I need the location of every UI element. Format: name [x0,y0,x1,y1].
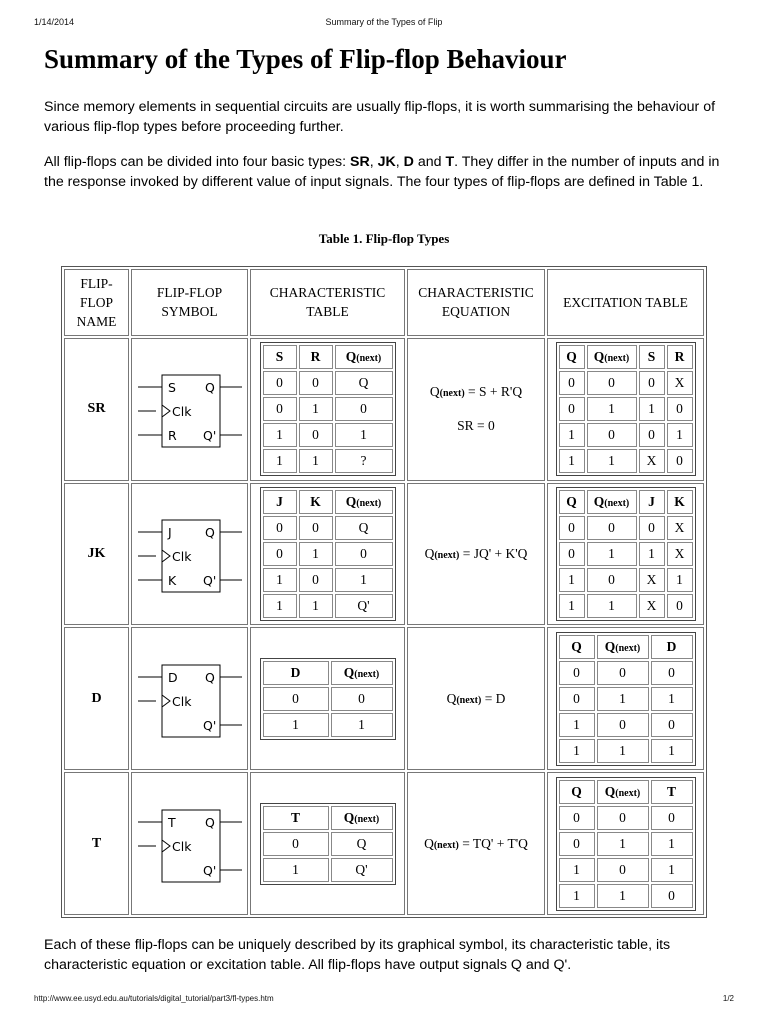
char-cell: 1 [335,423,393,447]
eq-q: Q [446,690,457,706]
exc-hdr-qnext [597,635,649,659]
exc-cell: X [639,568,665,592]
exc-cell: 1 [559,449,585,473]
exc-cell: 0 [597,806,649,830]
char-cell: 1 [263,423,297,447]
equation-jk [408,546,544,562]
char-table-jk-cell [250,483,405,626]
exc-cell: 1 [559,568,585,592]
char-cell: Q' [335,594,393,618]
next-subscript: (next) [456,694,482,706]
exc-hdr: J [639,490,665,514]
exc-cell: 1 [559,739,595,763]
char-cell: 0 [263,832,329,856]
exc-hdr-qnext [597,780,649,804]
next-subscript: (next) [615,642,641,654]
equation-sr-constraint: SR = 0 [457,418,495,434]
exc-cell: 1 [639,397,665,421]
exc-cell: X [667,371,693,395]
next-subscript: (next) [433,839,459,851]
exc-cell: 0 [587,371,637,395]
char-hdr: K [299,490,333,514]
next-subscript: (next) [604,498,630,509]
clk-triangle-icon [162,550,170,562]
sym-input-1: D [167,669,178,685]
exc-cell: 1 [587,449,637,473]
char-cell: 0 [263,542,297,566]
exc-cell: 1 [651,739,693,763]
exc-cell: X [639,594,665,618]
char-hdr: T [263,806,329,830]
next-subscript: (next) [604,353,630,365]
eq-rhs: = JQ' + K'Q [459,546,528,561]
exc-cell: 0 [587,516,637,540]
char-cell: 0 [263,516,297,540]
next-subscript: (next) [354,668,380,680]
exc-cell: 1 [597,687,649,711]
row-d [64,627,704,770]
q-label: Q [593,349,605,365]
char-hdr: D [263,661,329,685]
exc-cell: 0 [597,858,649,882]
char-cell: 1 [299,449,333,473]
exc-cell: 1 [651,687,693,711]
exc-hdr: D [651,635,693,659]
next-subscript: (next) [356,498,382,509]
next-subscript: (next) [356,353,382,365]
exc-cell: 0 [559,542,585,566]
char-table-d-cell [250,627,405,770]
char-table-d [260,658,396,740]
char-cell: 1 [263,449,297,473]
sym-input-1: T [167,814,176,830]
exc-cell: 0 [667,449,693,473]
excitation-d-cell [547,627,704,770]
exc-cell: 1 [651,858,693,882]
exc-cell: 0 [587,423,637,447]
char-table-jk [260,487,396,621]
exc-cell: X [667,516,693,540]
type-jk: JK [377,154,396,170]
jk-flip-flop-symbol [136,508,244,600]
char-cell: Q [331,832,393,856]
types-comma-1: , [369,154,378,170]
exc-cell: X [639,449,665,473]
excitation-table-d [556,632,696,766]
name-jk: JK [64,483,129,626]
types-comma-2: , [395,154,404,170]
exc-cell: 0 [651,806,693,830]
type-d: D [403,154,414,170]
d-flip-flop-symbol [136,653,244,745]
char-cell: 0 [263,397,297,421]
sym-input-1: J [167,525,172,540]
char-table-sr-cell [250,338,405,481]
q-label: Q [604,638,616,654]
exc-cell: 0 [667,397,693,421]
header-symbol: FLIP-FLOP SYMBOL [131,269,248,336]
sym-input-2: R [167,428,177,444]
char-hdr-qnext [335,345,393,369]
excitation-table-jk [556,487,696,621]
exc-cell: 0 [587,568,637,592]
row-jk [64,483,704,626]
footer-url: http://www.ee.usyd.edu.au/tutorials/digital_tutorial/part3/fl-types.htm [34,994,274,1003]
intro-paragraph: Since memory elements in sequential circuits are usually flip-flops, it is worth summarising the behaviour of various flip-flop types before proceeding further. [44,99,716,135]
name-d: D [64,627,129,770]
sr-flip-flop-symbol [136,363,244,455]
sym-clk: Clk [171,693,191,709]
exc-cell: 1 [587,542,637,566]
excitation-jk-cell [547,483,704,626]
types-text-pre: All flip-flops can be divided into four basic types: [44,154,350,170]
char-table-t [260,803,396,885]
exc-cell: 0 [559,832,595,856]
next-subscript: (next) [434,550,460,561]
exc-cell: 0 [667,594,693,618]
eq-q: Q [429,384,440,400]
char-hdr: J [263,490,297,514]
char-hdr-qnext [335,490,393,514]
next-subscript: (next) [439,388,465,400]
char-cell: 1 [263,858,329,882]
equation-sr [408,384,544,400]
char-table-t-cell [250,772,405,915]
char-cell: 0 [331,687,393,711]
sym-clk: Clk [171,404,191,420]
char-hdr: S [263,345,297,369]
q-label: Q [343,664,355,680]
equation-d [408,691,544,707]
exc-cell: 0 [559,806,595,830]
char-hdr: R [299,345,333,369]
header-characteristic-equation: CHARACTERISTIC EQUATION [407,269,545,336]
q-label: Q [343,809,355,825]
exc-cell: 0 [559,661,595,685]
symbol-sr-cell [131,338,248,481]
exc-cell: 1 [651,832,693,856]
exc-hdr: Q [559,345,585,369]
exc-cell: 0 [651,713,693,737]
type-sr: SR [349,154,370,170]
row-t [64,772,704,915]
char-cell: Q' [331,858,393,882]
q-label: Q [345,494,357,509]
eq-rhs: = S + R'Q [464,384,523,400]
char-hdr-qnext [331,806,393,830]
char-cell: 0 [299,568,333,592]
exc-cell: 1 [597,884,649,908]
exc-cell: 1 [559,423,585,447]
excitation-table-sr [556,342,696,476]
exc-cell: 1 [667,568,693,592]
exc-cell: 0 [559,371,585,395]
char-cell: 1 [263,594,297,618]
exc-cell: 1 [667,423,693,447]
outro-paragraph: Each of these flip-flops can be uniquely described by its graphical symbol, its characteristic table, its characteristic equation or excitation table. All flip-flops have output signals Q and Q'. [44,937,671,973]
clk-triangle-icon [162,405,170,417]
name-t: T [64,772,129,915]
exc-cell: 1 [597,832,649,856]
header-name: FLIP-FLOP NAME [64,269,129,336]
exc-cell: 0 [639,371,665,395]
char-cell: 0 [263,687,329,711]
exc-hdr: S [639,345,665,369]
t-flip-flop-symbol [136,798,244,890]
footer-page-number: 1/2 [722,994,734,1003]
page-title: Summary of the Types of Flip-flop Behaviour [44,44,567,74]
exc-cell: 0 [559,687,595,711]
sym-clk: Clk [171,838,191,854]
exc-cell: 1 [587,594,637,618]
print-date: 1/14/2014 [34,17,75,27]
char-cell: 0 [335,542,393,566]
sym-output-q: Q [204,525,215,540]
q-label: Q [604,783,616,799]
eq-rhs: = TQ' + T'Q [458,835,528,851]
exc-cell: 0 [597,661,649,685]
equation-sr-cell [407,338,545,481]
exc-hdr-qnext [587,490,637,514]
char-cell: 1 [331,713,393,737]
exc-cell: 0 [559,516,585,540]
q-label: Q [345,349,357,365]
eq-q: Q [424,835,434,851]
exc-cell: 0 [559,397,585,421]
sym-clk: Clk [171,549,191,564]
char-cell: 1 [263,713,329,737]
excitation-sr-cell [547,338,704,481]
header-characteristic-table: CHARACTERISTIC TABLE [250,269,405,336]
next-subscript: (next) [354,813,380,825]
char-cell: 1 [263,568,297,592]
char-hdr-qnext [331,661,393,685]
char-table-sr [260,342,396,476]
excitation-table-t [556,777,696,911]
sym-output-qbar: Q' [202,573,216,588]
exc-cell: 1 [597,739,649,763]
equation-t [408,836,544,852]
char-cell: ? [335,449,393,473]
sym-output-q: Q [204,814,215,830]
type-t: T [445,154,455,170]
print-title: Summary of the Types of Flip [325,17,443,27]
symbol-t-cell [131,772,248,915]
flip-flop-types-table [61,266,707,918]
exc-cell: 0 [597,713,649,737]
char-cell: 0 [299,516,333,540]
excitation-t-cell [547,772,704,915]
exc-cell: 1 [559,858,595,882]
symbol-jk-cell [131,483,248,626]
char-cell: 0 [299,371,333,395]
char-cell: Q [335,516,393,540]
char-cell: 0 [263,371,297,395]
char-cell: 0 [335,397,393,421]
exc-hdr: Q [559,635,595,659]
char-cell: 1 [299,594,333,618]
q-label: Q [593,494,605,509]
exc-cell: 0 [639,516,665,540]
sym-output-qbar: Q' [202,862,216,878]
name-sr: SR [64,338,129,481]
exc-hdr-qnext [587,345,637,369]
sym-output-qbar: Q' [202,717,216,733]
char-cell: 1 [335,568,393,592]
exc-hdr: K [667,490,693,514]
types-and: and [413,154,446,170]
exc-cell: 1 [639,542,665,566]
clk-triangle-icon [162,695,170,707]
next-subscript: (next) [615,787,641,799]
eq-q: Q [424,546,435,561]
exc-hdr: Q [559,490,585,514]
exc-cell: 0 [651,661,693,685]
sym-output-q: Q [204,380,215,396]
row-sr [64,338,704,481]
exc-cell: 0 [651,884,693,908]
exc-cell: 1 [559,713,595,737]
exc-hdr: Q [559,780,595,804]
exc-hdr: T [651,780,693,804]
symbol-d-cell [131,627,248,770]
equation-d-cell [407,627,545,770]
sym-output-qbar: Q' [202,428,216,444]
exc-cell: X [667,542,693,566]
eq-rhs: = D [481,690,506,706]
char-cell: Q [335,371,393,395]
types-paragraph [44,152,734,192]
exc-cell: 1 [559,594,585,618]
sym-output-q: Q [204,669,215,685]
exc-cell: 1 [559,884,595,908]
equation-jk-cell [407,483,545,626]
equation-t-cell [407,772,545,915]
table-caption: Table 1. Flip-flop Types [318,231,450,246]
clk-triangle-icon [162,840,170,852]
exc-cell: 0 [639,423,665,447]
types-text-post: . They differ in the number of inputs and in the response invoked by different value of input signals. The four types of flip-flops are defined in Table 1. [44,154,720,190]
header-excitation-table: EXCITATION TABLE [547,269,704,336]
exc-cell: 1 [587,397,637,421]
exc-hdr: R [667,345,693,369]
char-cell: 1 [299,542,333,566]
char-cell: 0 [299,423,333,447]
char-cell: 1 [299,397,333,421]
sym-input-1: S [167,380,176,396]
sym-input-2: K [167,573,176,588]
